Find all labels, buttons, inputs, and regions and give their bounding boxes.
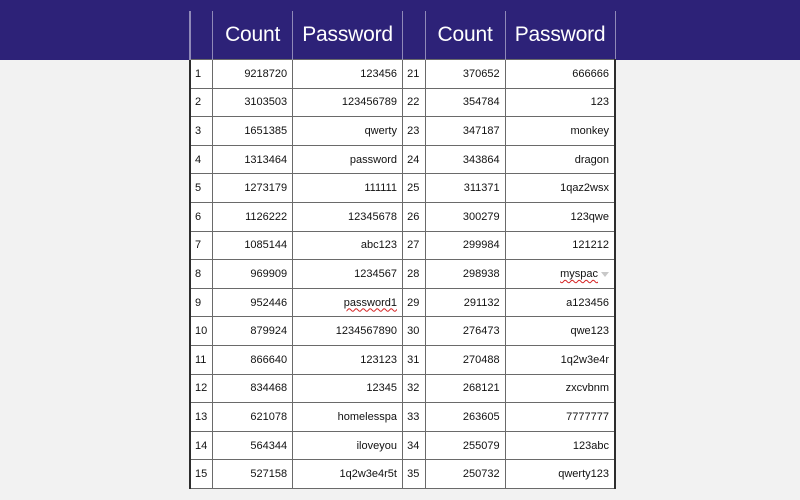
rank-cell xyxy=(402,231,425,260)
header-row xyxy=(190,11,615,60)
table-row xyxy=(190,260,615,289)
count-cell xyxy=(213,460,293,489)
password-cell xyxy=(505,60,615,89)
count-header-right: Count xyxy=(425,11,505,60)
count-cell xyxy=(213,231,293,260)
count-cell xyxy=(425,117,505,146)
password-cell-text: 1q2w3e4r xyxy=(560,353,609,366)
password-cell-text: dragon xyxy=(574,153,609,166)
count-cell xyxy=(213,117,293,146)
count-cell xyxy=(213,374,293,403)
count-cell xyxy=(425,345,505,374)
password-cell xyxy=(293,231,403,260)
count-cell xyxy=(425,317,505,346)
password-cell xyxy=(505,345,615,374)
password-cell-text: 1q2w3e4r5t xyxy=(339,468,397,481)
count-cell-text: 298938 xyxy=(462,267,500,280)
table-body xyxy=(190,60,615,489)
rank-cell-text: 4 xyxy=(195,153,202,166)
count-cell-text: 1313464 xyxy=(244,153,288,166)
table-header xyxy=(190,11,615,60)
count-cell-text: 300279 xyxy=(462,210,500,223)
rank-cell-text: 28 xyxy=(407,267,420,280)
password-cell-text: 1234567890 xyxy=(335,325,397,338)
table-row xyxy=(190,374,615,403)
password-cell xyxy=(505,145,615,174)
chevron-down-icon xyxy=(601,272,609,277)
password-cell xyxy=(505,317,615,346)
count-cell-text: 263605 xyxy=(462,410,500,423)
count-cell-text: 311371 xyxy=(463,182,500,195)
rank-cell xyxy=(190,231,213,260)
rank-cell-text: 34 xyxy=(407,439,420,452)
table-row xyxy=(190,317,615,346)
password-cell-text: abc123 xyxy=(360,239,397,252)
count-cell-text: 969909 xyxy=(250,267,288,280)
rank-cell xyxy=(402,117,425,146)
password-cell-text: 666666 xyxy=(572,67,609,80)
rank-cell-text: 5 xyxy=(195,182,202,195)
rank-cell xyxy=(190,345,213,374)
password-cell xyxy=(505,174,615,203)
count-cell xyxy=(213,403,293,432)
password-cell xyxy=(505,260,615,289)
count-cell xyxy=(425,202,505,231)
count-cell-text: 834468 xyxy=(250,382,288,395)
rank-cell-text: 25 xyxy=(407,182,420,195)
rank-cell-text: 12 xyxy=(195,382,208,395)
rank-cell xyxy=(190,431,213,460)
password-cell-text: 123123 xyxy=(360,353,397,366)
password-cell-text: 12345 xyxy=(366,382,397,395)
password-table xyxy=(189,11,616,489)
password-cell-text: 123456789 xyxy=(341,96,397,109)
rank-cell xyxy=(402,174,425,203)
password-cell-text: qwerty123 xyxy=(558,468,609,481)
table-row xyxy=(190,288,615,317)
rank-cell-text: 23 xyxy=(407,124,420,137)
rank-cell-text: 9 xyxy=(195,296,202,309)
count-cell xyxy=(213,88,293,117)
rank-cell xyxy=(402,288,425,317)
rank-cell-text: 2 xyxy=(195,96,202,109)
password-cell-text: qwerty xyxy=(364,124,397,137)
count-cell-text: 354784 xyxy=(462,96,500,109)
rank-cell xyxy=(190,174,213,203)
password-cell xyxy=(505,374,615,403)
rank-header-left xyxy=(190,11,213,60)
rank-cell-text: 1 xyxy=(195,67,202,80)
table-row xyxy=(190,145,615,174)
rank-cell xyxy=(402,345,425,374)
rank-cell-text: 30 xyxy=(407,325,420,338)
password-cell-text: 123qwe xyxy=(570,210,609,223)
password-cell xyxy=(505,431,615,460)
rank-cell-text: 13 xyxy=(195,410,208,423)
table-row xyxy=(190,345,615,374)
rank-cell-text: 8 xyxy=(195,267,202,280)
count-cell-text: 270488 xyxy=(462,353,500,366)
count-cell xyxy=(425,60,505,89)
count-cell-text: 527158 xyxy=(250,468,288,481)
password-cell xyxy=(293,60,403,89)
count-cell-text: 952446 xyxy=(250,296,288,309)
rank-cell-text: 15 xyxy=(195,468,208,481)
rank-cell-text: 29 xyxy=(407,296,420,309)
rank-cell xyxy=(190,145,213,174)
password-cell-text: password1 xyxy=(343,296,397,309)
password-cell-text: 12345678 xyxy=(348,210,397,223)
rank-cell-text: 35 xyxy=(407,468,420,481)
password-cell xyxy=(293,374,403,403)
rank-cell-text: 27 xyxy=(407,239,420,252)
password-cell xyxy=(293,460,403,489)
table-row xyxy=(190,403,615,432)
table-row xyxy=(190,460,615,489)
rank-cell xyxy=(402,317,425,346)
password-cell-text: iloveyou xyxy=(356,439,397,452)
password-cell xyxy=(293,345,403,374)
count-cell xyxy=(425,260,505,289)
table-row xyxy=(190,174,615,203)
rank-cell-text: 3 xyxy=(195,124,202,137)
password-cell xyxy=(293,317,403,346)
password-cell-text: a123456 xyxy=(566,296,609,309)
rank-cell xyxy=(402,403,425,432)
count-cell xyxy=(213,145,293,174)
rank-cell-text: 33 xyxy=(407,410,420,423)
count-cell-text: 291132 xyxy=(463,296,500,309)
password-cell-text: qwe123 xyxy=(570,325,609,338)
count-cell xyxy=(213,431,293,460)
password-cell xyxy=(293,260,403,289)
table-row xyxy=(190,88,615,117)
rank-cell xyxy=(190,117,213,146)
rank-cell xyxy=(190,460,213,489)
count-cell xyxy=(425,88,505,117)
password-cell-text: 7777777 xyxy=(566,410,609,423)
rank-header-right xyxy=(402,11,425,60)
rank-cell xyxy=(402,431,425,460)
rank-cell-text: 10 xyxy=(195,325,208,338)
count-cell-text: 564344 xyxy=(250,439,288,452)
count-cell-text: 3103503 xyxy=(244,96,288,109)
rank-cell xyxy=(190,403,213,432)
password-header-right: Password xyxy=(505,11,615,60)
rank-cell xyxy=(402,202,425,231)
rank-cell xyxy=(402,145,425,174)
count-cell xyxy=(425,403,505,432)
password-cell xyxy=(293,202,403,231)
password-cell xyxy=(505,460,615,489)
rank-cell xyxy=(190,202,213,231)
password-cell-text: 123456 xyxy=(360,67,397,80)
table-row xyxy=(190,60,615,89)
password-cell xyxy=(505,88,615,117)
rank-cell xyxy=(190,288,213,317)
count-cell xyxy=(425,431,505,460)
count-cell xyxy=(425,231,505,260)
password-cell xyxy=(293,403,403,432)
count-cell-text: 347187 xyxy=(462,124,500,137)
count-cell-text: 276473 xyxy=(462,325,500,338)
password-cell-text: password xyxy=(349,153,397,166)
table-row xyxy=(190,202,615,231)
password-cell xyxy=(293,88,403,117)
count-cell-text: 1651385 xyxy=(244,124,288,137)
rank-cell xyxy=(190,317,213,346)
password-cell xyxy=(293,117,403,146)
password-cell-text: 123abc xyxy=(572,439,609,452)
count-cell xyxy=(213,260,293,289)
count-cell xyxy=(425,374,505,403)
rank-cell-text: 32 xyxy=(407,382,420,395)
count-cell xyxy=(213,345,293,374)
password-cell-text: monkey xyxy=(570,124,609,137)
rank-cell-text: 6 xyxy=(195,210,202,223)
rank-cell-text: 14 xyxy=(195,439,208,452)
rank-cell xyxy=(402,460,425,489)
table-row xyxy=(190,117,615,146)
password-cell xyxy=(505,288,615,317)
password-cell-text: myspac xyxy=(560,267,598,280)
count-cell-text: 255079 xyxy=(462,439,500,452)
rank-cell-text: 24 xyxy=(407,153,420,166)
rank-cell-text: 26 xyxy=(407,210,420,223)
password-cell-text: 123 xyxy=(590,96,609,109)
count-cell-text: 343864 xyxy=(462,153,500,166)
count-cell-text: 268121 xyxy=(462,382,500,395)
rank-cell-text: 21 xyxy=(407,67,420,80)
rank-cell-text: 31 xyxy=(407,353,420,366)
rank-cell xyxy=(190,260,213,289)
rank-cell xyxy=(402,60,425,89)
rank-cell xyxy=(190,60,213,89)
rank-cell-text: 22 xyxy=(407,96,420,109)
count-cell xyxy=(213,288,293,317)
count-cell xyxy=(213,60,293,89)
count-cell xyxy=(213,202,293,231)
count-cell-text: 299984 xyxy=(462,239,500,252)
rank-cell xyxy=(402,260,425,289)
password-cell-text: zxcvbnm xyxy=(565,382,609,395)
count-cell-text: 866640 xyxy=(250,353,288,366)
password-cell-text: 111111 xyxy=(364,182,397,195)
count-cell xyxy=(425,460,505,489)
rank-cell-text: 7 xyxy=(195,239,202,252)
password-cell xyxy=(505,403,615,432)
count-cell-text: 250732 xyxy=(462,468,500,481)
password-cell xyxy=(293,174,403,203)
count-cell-text: 1126222 xyxy=(245,210,288,223)
password-cell xyxy=(293,145,403,174)
password-cell xyxy=(505,202,615,231)
password-cell-text: 121212 xyxy=(572,239,609,252)
count-cell xyxy=(425,288,505,317)
password-cell xyxy=(293,431,403,460)
password-cell-text: 1qaz2wsx xyxy=(560,182,609,195)
password-header-left: Password xyxy=(293,11,403,60)
rank-cell xyxy=(190,88,213,117)
table-row xyxy=(190,231,615,260)
count-cell xyxy=(425,145,505,174)
count-cell-text: 879924 xyxy=(250,325,288,338)
count-cell xyxy=(213,174,293,203)
password-cell xyxy=(505,231,615,260)
count-cell-text: 1085144 xyxy=(244,239,288,252)
count-header-left: Count xyxy=(213,11,293,60)
count-cell xyxy=(425,174,505,203)
table-row xyxy=(190,431,615,460)
count-cell-text: 9218720 xyxy=(244,67,288,80)
count-cell-text: 370652 xyxy=(462,67,500,80)
count-cell-text: 1273179 xyxy=(244,182,288,195)
rank-cell xyxy=(402,88,425,117)
password-cell-text: 1234567 xyxy=(354,267,397,280)
password-cell-text: homelesspa xyxy=(337,410,397,423)
password-cell xyxy=(293,288,403,317)
password-cell xyxy=(505,117,615,146)
rank-cell xyxy=(402,374,425,403)
rank-cell xyxy=(190,374,213,403)
count-cell-text: 621078 xyxy=(250,410,288,423)
count-cell xyxy=(213,317,293,346)
rank-cell-text: 11 xyxy=(195,353,207,366)
